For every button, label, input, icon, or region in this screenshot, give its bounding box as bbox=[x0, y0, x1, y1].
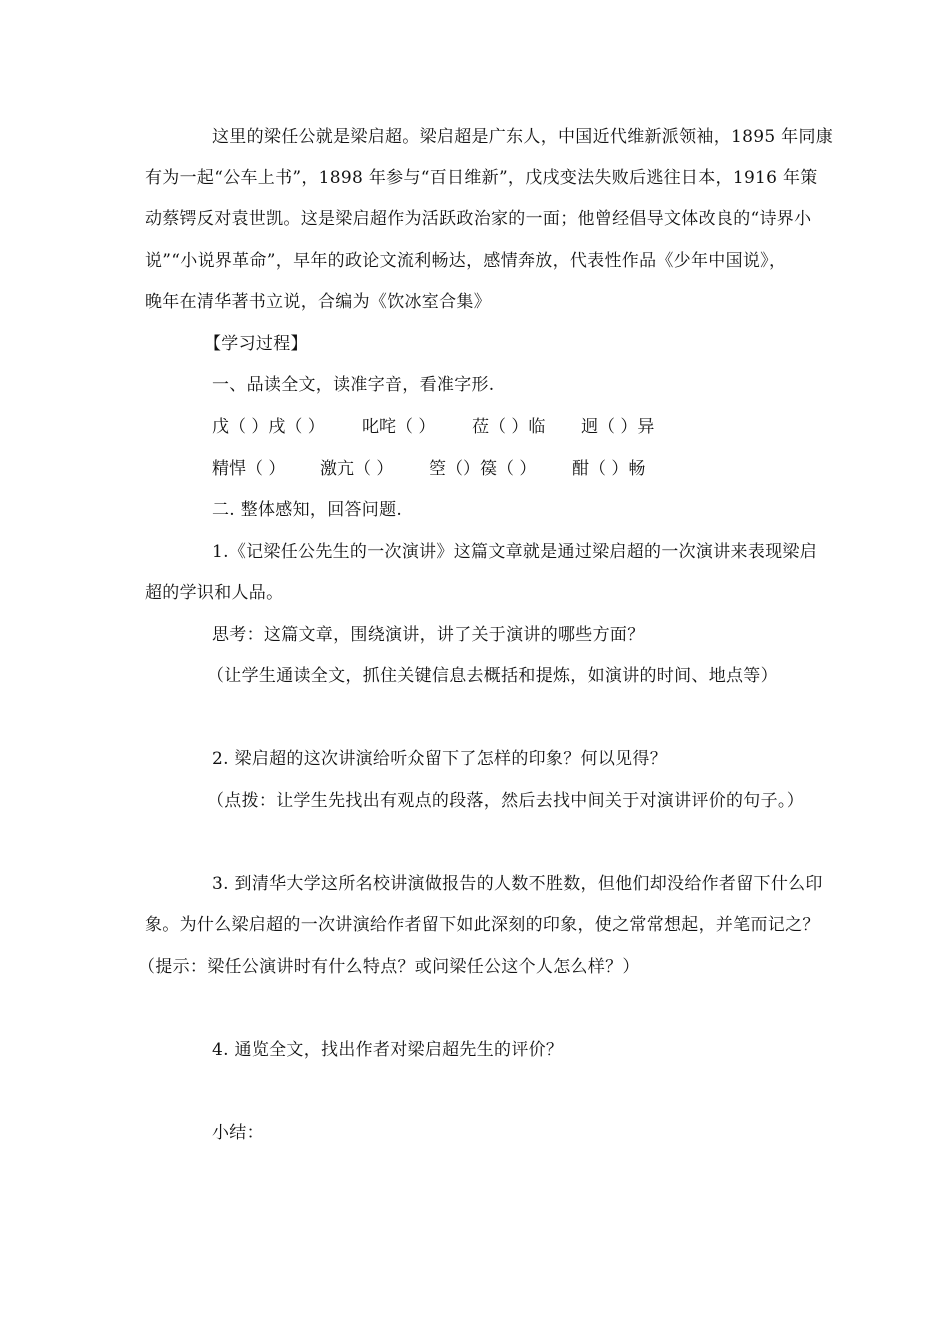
pinyin-item: 莅（ ）临 bbox=[472, 417, 546, 437]
intro-line-3: 动蔡锷反对袁世凯。这是梁启超作为活跃政治家的一面；他曾经倡导文体改良的“诗界小 bbox=[145, 209, 812, 229]
question-3-hint: （提示：梁任公演讲时有什么特点？或问梁任公这个人怎么样？） bbox=[138, 957, 640, 977]
pinyin-item: 激亢（ ） bbox=[320, 459, 394, 479]
intro-line-1: 这里的梁任公就是梁启超。梁启超是广东人，中国近代维新派领袖，1895 年同康 bbox=[212, 127, 834, 147]
pinyin-item: 酣（ ）畅 bbox=[572, 459, 646, 479]
pinyin-item: 戊（ ）戌（ ） bbox=[212, 417, 325, 437]
intro-line-2: 有为一起“公车上书”，1898 年参与“百日维新”，戊戌变法失败后逃往日本，1916 年策 bbox=[145, 168, 818, 188]
intro-line-4: 说”“小说界革命”，早年的政论文流利畅达，感情奔放，代表性作品《少年中国说》， bbox=[145, 251, 787, 271]
question-2-note: （点拨：让学生先找出有观点的段落，然后去找中间关于对演讲评价的句子。） bbox=[207, 791, 804, 811]
part1-title: 一、品读全文，读准字音，看准字形. bbox=[212, 375, 495, 395]
pinyin-item: 箜（）篌（ ） bbox=[429, 459, 537, 479]
pinyin-item: 迥（ ）异 bbox=[581, 417, 655, 437]
question-1-think: 思考：这篇文章，围绕演讲，讲了关于演讲的哪些方面？ bbox=[212, 625, 645, 645]
pinyin-item: 精悍（ ） bbox=[212, 459, 286, 479]
question-1-line-1: 1.《记梁任公先生的一次演讲》这篇文章就是通过梁启超的一次演讲来表现梁启 bbox=[212, 542, 818, 562]
intro-line-5: 晚年在清华著书立说，合编为《饮冰室合集》 bbox=[145, 292, 491, 312]
summary-label: 小结： bbox=[212, 1123, 264, 1143]
part2-title: 二. 整体感知，回答问题. bbox=[212, 500, 403, 520]
question-2-text: 2. 梁启超的这次讲演给听众留下了怎样的印象？何以见得？ bbox=[212, 749, 668, 769]
question-1-line-2: 超的学识和人品。 bbox=[145, 583, 284, 603]
question-3-line-1: 3. 到清华大学这所名校讲演做报告的人数不胜数，但他们却没给作者留下什么印 bbox=[212, 874, 823, 894]
question-3-line-2: 象。为什么梁启超的一次讲演给作者留下如此深刻的印象，使之常常想起，并笔而记之？ bbox=[145, 915, 820, 935]
pinyin-item: 叱咤（ ） bbox=[362, 417, 436, 437]
section-heading: 【学习过程】 bbox=[204, 334, 308, 354]
question-1-note: （让学生通读全文，抓住关键信息去概括和提炼，如演讲的时间、地点等） bbox=[207, 666, 778, 686]
question-4: 4. 通览全文，找出作者对梁启超先生的评价？ bbox=[212, 1040, 564, 1060]
